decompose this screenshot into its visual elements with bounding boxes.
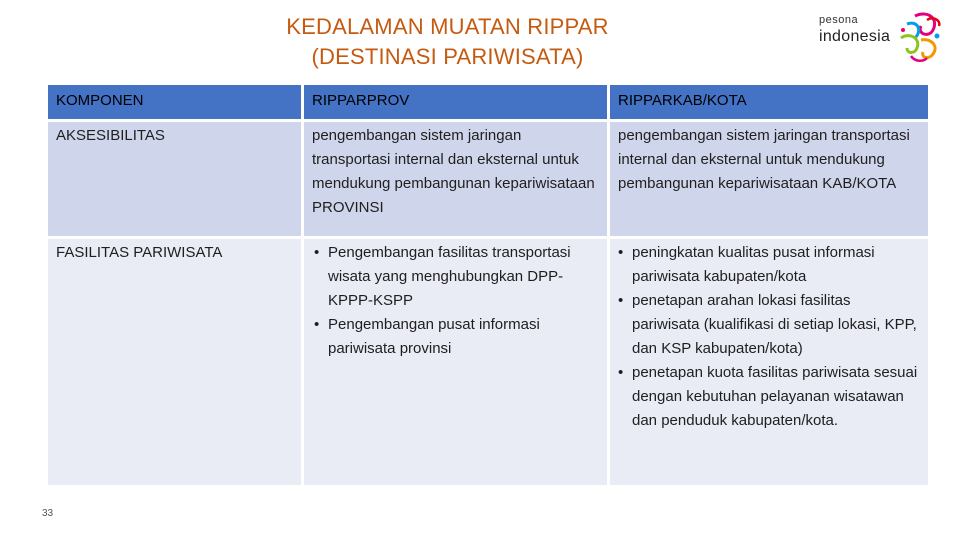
list-item: • penetapan kuota fasilitas pariwisata sesuai dengan kebutuhan pelayanan wisatawan dan penduduk kabupaten/kota. bbox=[618, 361, 920, 433]
garuda-swirl-icon bbox=[887, 8, 947, 66]
cell-kab-fasilitas bbox=[609, 238, 930, 487]
list-item: • peningkatan kualitas pusat informasi pariwisata kabupaten/kota bbox=[618, 241, 920, 289]
title-line-2: (DESTINASI PARIWISATA) bbox=[311, 44, 584, 69]
cell-komponen-aksesibilitas: AKSESIBILITAS bbox=[47, 121, 303, 238]
pesona-indonesia-logo bbox=[815, 8, 945, 68]
logo-indonesia-text: indonesia bbox=[819, 28, 891, 45]
cell-komponen-fasilitas: FASILITAS PARIWISATA bbox=[47, 238, 303, 487]
header-komponen: KOMPONEN bbox=[47, 84, 303, 121]
page-number: 33 bbox=[42, 508, 54, 519]
rippar-table bbox=[45, 82, 931, 488]
list-item: • penetapan arahan lokasi fasilitas pariwisata (kualifikasi di setiap lokasi, KPP, dan KSP kabupaten/kota) bbox=[618, 289, 920, 361]
table-row bbox=[47, 238, 930, 487]
header-ripparprov: RIPPARPROV bbox=[303, 84, 609, 121]
list-item: • Pengembangan pusat informasi pariwisata provinsi bbox=[312, 313, 599, 361]
title-line-1: KEDALAMAN MUATAN RIPPAR bbox=[286, 14, 609, 39]
cell-prov-aksesibilitas: pengembangan sistem jaringan transportasi internal dan eksternal untuk mendukung pembangunan kepariwisataan PROVINSI bbox=[303, 121, 609, 238]
page-title bbox=[200, 12, 695, 72]
cell-kab-aksesibilitas: pengembangan sistem jaringan transportasi internal dan eksternal untuk mendukung pembangunan kepariwisataan KAB/KOTA bbox=[609, 121, 930, 238]
table-row bbox=[47, 121, 930, 238]
list-item: • Pengembangan fasilitas transportasi wisata yang menghubungkan DPP-KPPP-KSPP bbox=[312, 241, 599, 313]
logo-pesona-text: pesona bbox=[819, 14, 859, 26]
header-ripparkab: RIPPARKAB/KOTA bbox=[609, 84, 930, 121]
table-header-row bbox=[47, 84, 930, 121]
cell-prov-fasilitas bbox=[303, 238, 609, 487]
